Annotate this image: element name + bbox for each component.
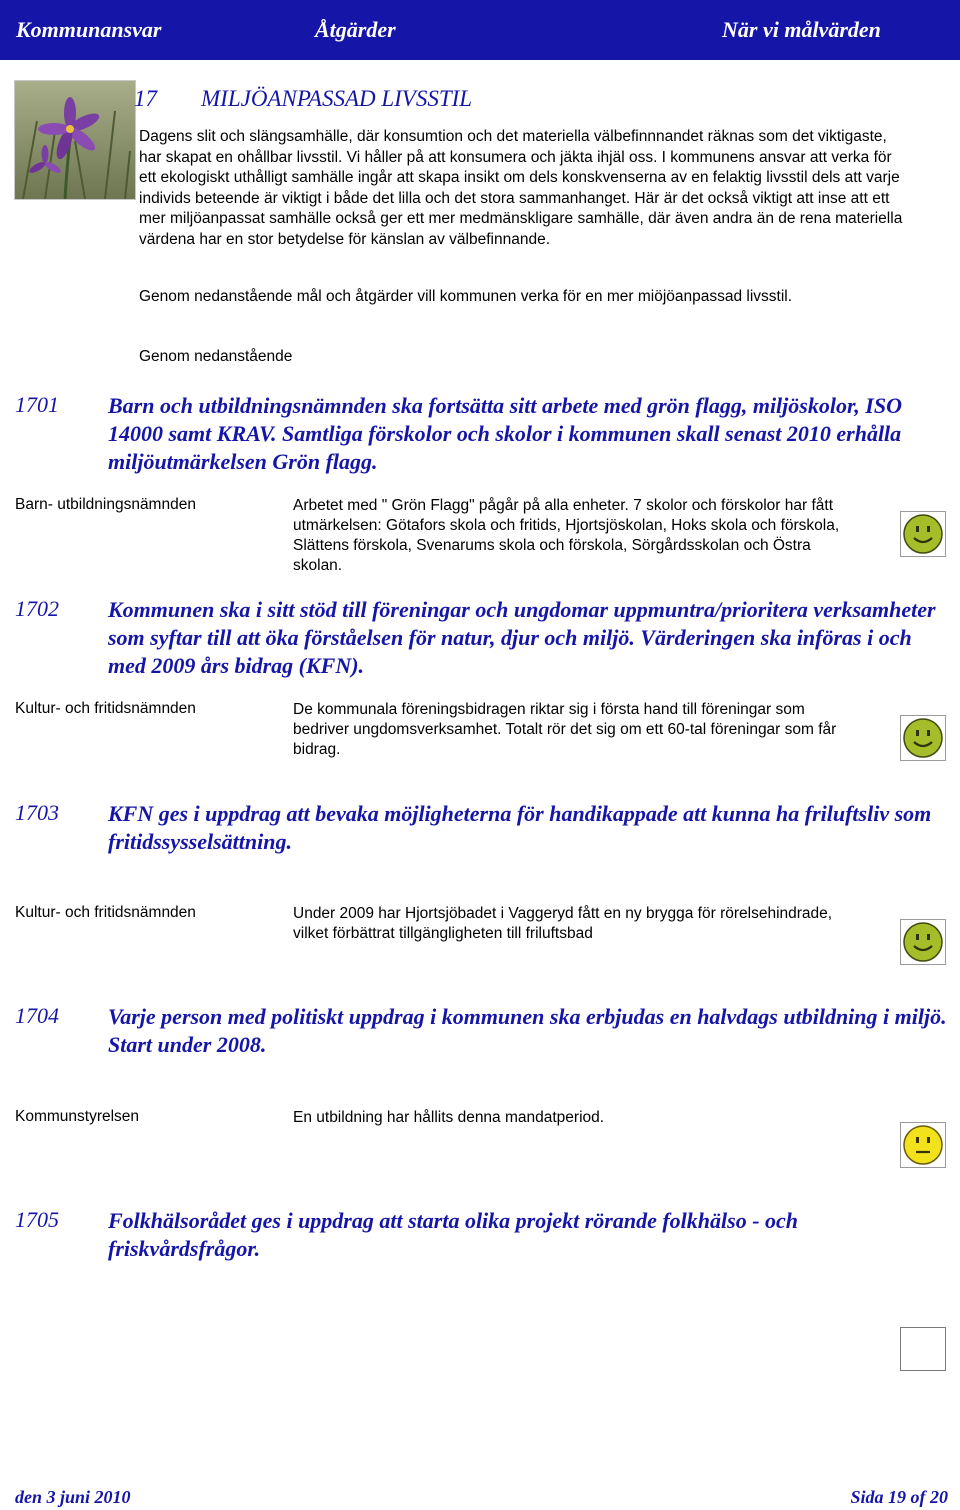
goal-number: 1702 — [15, 596, 59, 621]
goal-status: Under 2009 har Hjortsjöbadet i Vaggeryd fått en ny brygga för rörelsehindrade, vilket förbättrat tillgängligheten till friluftsbad — [293, 905, 833, 942]
header-malvarden: När vi målvärden — [722, 17, 881, 42]
footer-date: den 3 juni 2010 — [15, 1487, 131, 1507]
goal-text: Kommunen ska i sitt stöd till föreningar och ungdomar uppmuntra/prioritera verksamheter som syftar till att öka förståelsen för natur, djur och miljö. Värderingen ska införas i och med 2009 års bidrag (KFN). — [108, 597, 936, 678]
flower-photo — [14, 80, 136, 200]
goal-responsible: Kommunstyrelsen — [15, 1108, 140, 1125]
goal-number: 1705 — [15, 1207, 59, 1232]
goal-responsible: Kultur- och fritidsnämnden — [15, 700, 196, 717]
goal-responsible: Barn- utbildningsnämnden — [15, 496, 196, 513]
happy-smiley-icon — [900, 715, 946, 761]
section-goal-intro: Genom nedanstående mål och åtgärder vill kommunen verka för en mer miöjöanpassad livsstil. — [139, 288, 793, 305]
section-title: MILJÖANPASSAD LIVSSTIL — [201, 86, 473, 111]
goal-text: KFN ges i uppdrag att bevaka möjligheterna för handikappade att kunna ha friluftsliv som fritidssysselsättning. — [108, 801, 932, 854]
goal-number: 1704 — [15, 1003, 59, 1028]
header-atgarder: Åtgärder — [315, 17, 396, 42]
goal-text: Folkhälsorådet ges i uppdrag att starta olika projekt rörande folkhälso - och friskvårdsfrågor. — [108, 1208, 799, 1261]
goal-text: Varje person med politiskt uppdrag i kommunen ska erbjudas en halvdags utbildning i miljö. Start under 2008. — [108, 1004, 947, 1057]
goal-text: Barn och utbildningsnämnden ska fortsätta sitt arbete med grön flagg, miljöskolor, ISO 14000 samt KRAV. Samtliga förskolor och skolor i kommunen skall senast 2010 erhålla miljöutmärkelsen Grön flagg. — [108, 393, 902, 474]
goal-status: De kommunala föreningsbidragen riktar sig i första hand till föreningar som bedriver ungdomsverksamhet. Totalt rör det sig om ett 60-tal föreningar som får bidrag. — [293, 701, 837, 758]
goal-responsible: Kultur- och fritidsnämnden — [15, 904, 196, 921]
neutral-smiley-icon — [900, 1122, 946, 1168]
happy-smiley-icon — [900, 919, 946, 965]
goal-number: 1703 — [15, 800, 59, 825]
footer-page-number: Sida 19 of 20 — [850, 1487, 948, 1507]
goal-number: 1701 — [15, 392, 59, 417]
empty-status-box — [900, 1327, 946, 1371]
section-intro: Dagens slit och slängsamhälle, där konsumtion och det materiella välbefinnnandet räknas som det viktigaste, har skapat en ohållbar livsstil. Vi håller på att konsumera och jäkta ihjäl oss. I kommunens ansvar att verka för ett ekologiskt uthålligt samhälle ingår att skapa insikt om dels konskvenserna av en felaktig livsstil dels att varje individs beteende är viktigt i både det lilla och det stora sammanhanget. Här är det också viktigt att inse att ett mer miljöanpassat samhälle också ger ett mer medmänskligare samhälle, där även andra än de rena materiella värdena har en stor betydelse för känslan av välbefinnande. — [139, 128, 903, 248]
section-note: Genom nedanstående — [139, 348, 293, 365]
page-header — [0, 0, 960, 60]
goal-status: Arbetet med " Grön Flagg" pågår på alla enheter. 7 skolor och förskolor har fått utmärkelsen: Götafors skola och fritids, Hjortsjöskolan, Hoks skola och förskola, Slättens förskola, Svenarums skola och förskola, Sörgårdsskolan och Östra skolan. — [293, 497, 840, 574]
header-kommunansvar: Kommunansvar — [16, 17, 162, 42]
happy-smiley-icon — [900, 511, 946, 557]
section-number: 17 — [134, 86, 157, 111]
goal-status: En utbildning har hållits denna mandatperiod. — [293, 1109, 605, 1126]
